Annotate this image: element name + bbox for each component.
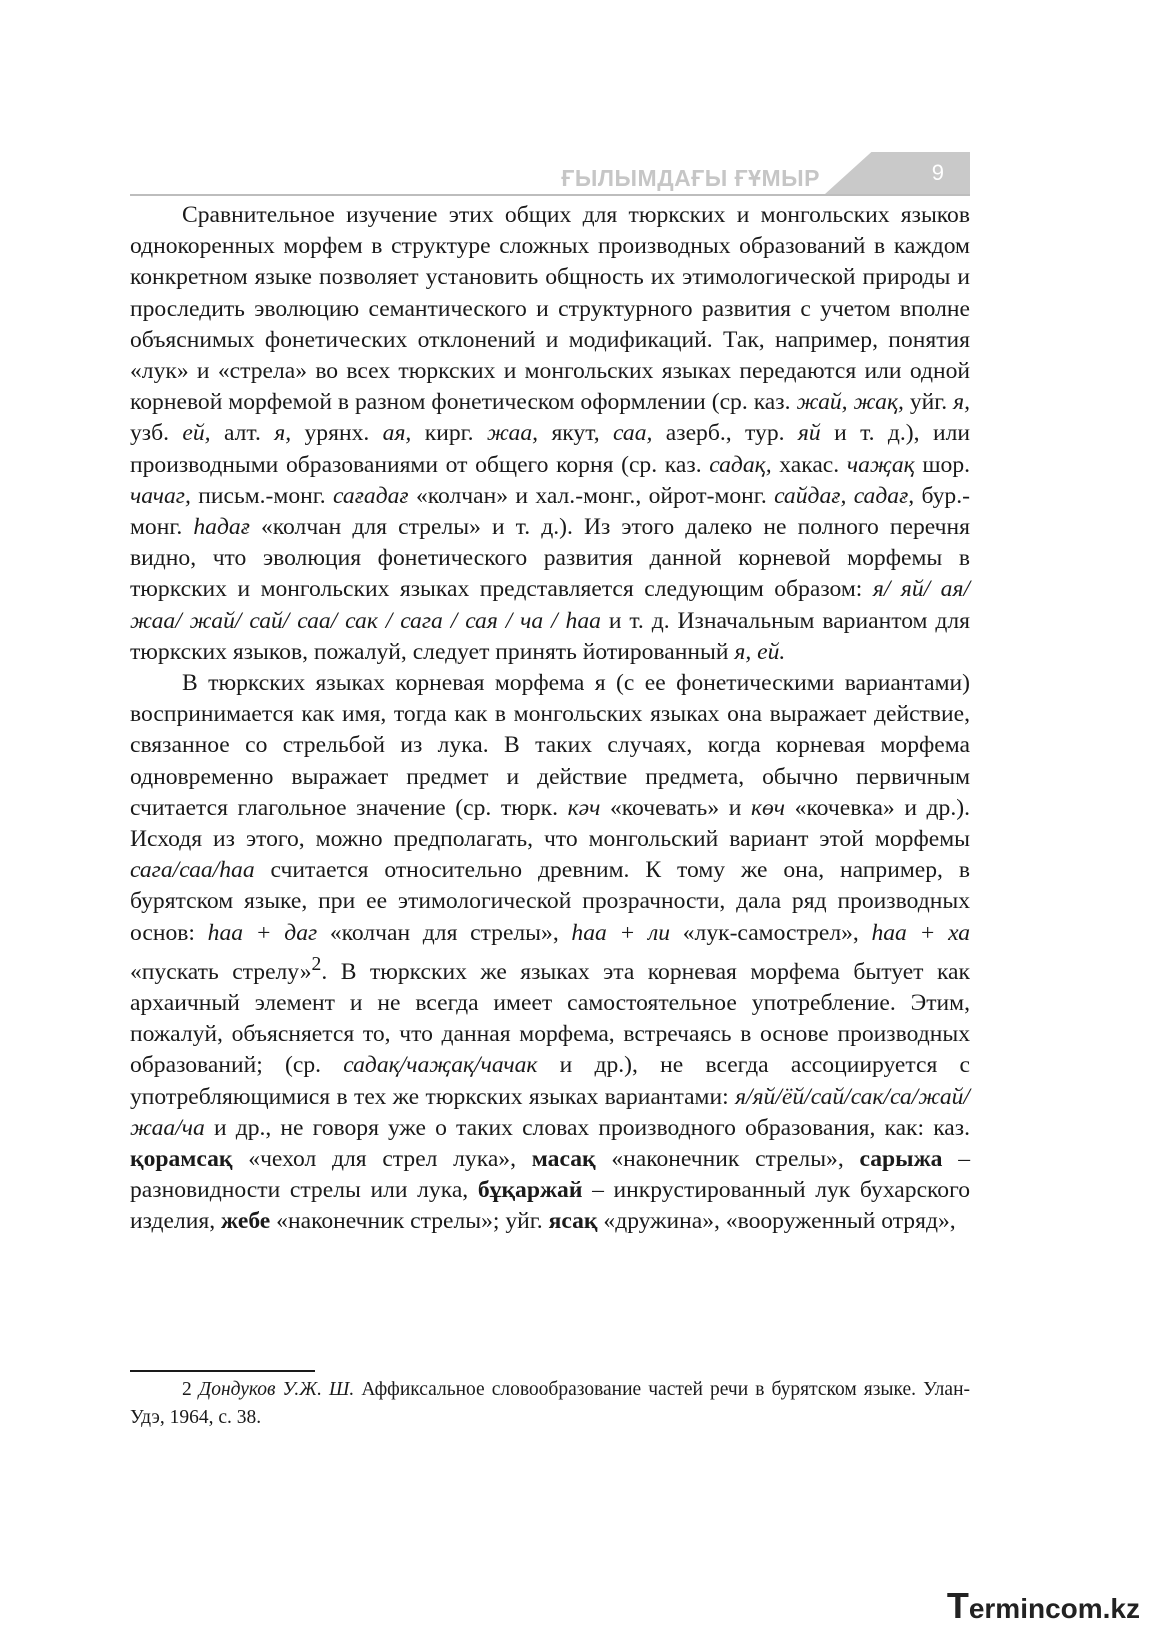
header-rule xyxy=(130,194,970,196)
italic-term: я, ей. xyxy=(734,638,786,665)
italic-term: чачаг, xyxy=(130,482,191,509)
text-run: «кочевка» и др.). Исходя из этого, можно предполагать, что монгольский вариант этой морфемы xyxy=(130,794,970,853)
text-run: – разновидности стрелы или лука, xyxy=(130,1145,971,1204)
text-run: «колчан для стрелы» и т. д.). Из этого далеко не полного перечня видно, что эволюция фонетического развития данной корневой морфемы в тюркских и монгольских языках представляется следующим образом: xyxy=(130,514,970,603)
text-run: Сравнительное изучение этих общих для тюркских и монгольских языков однокоренных морфем в структуре сложных производных образований в каждом конкретном языке позволяет установить общность их этимологической природы и проследить эволюцию семантического и структурного развития с учетом вполне объяснимых фонетических отклонений и модификаций. Так, например, понятия «лук» и «стрела» во всех тюркских и монгольских языках передаются или одной корневой морфемой в разном фонетическом оформлении (ср. каз. xyxy=(130,202,970,416)
italic-term: садақ/чаҗақ/чачак xyxy=(343,1052,538,1079)
footnote-separator xyxy=(130,1370,315,1372)
footnote-text: Аффиксальное словообразование частей речи в бурятском языке. Улан-Удэ, 1964, с. 38. xyxy=(130,1379,971,1428)
text-run: бур.-монг. xyxy=(130,482,970,541)
italic-term: һадағ xyxy=(193,514,250,541)
text-run: азерб., тур. xyxy=(652,420,798,447)
bold-term: қорамсақ xyxy=(130,1145,233,1172)
paragraph xyxy=(130,668,970,1238)
italic-term: сайдағ, садағ, xyxy=(774,482,915,509)
running-header xyxy=(130,148,970,196)
bold-term: сарыжа xyxy=(859,1145,943,1172)
italic-term: саа, xyxy=(613,420,653,447)
page-number: 9 xyxy=(931,160,944,185)
footnote-ref: 2 xyxy=(311,952,322,975)
footnote-number: 2 xyxy=(182,1379,192,1400)
italic-term: садақ, xyxy=(709,451,772,478)
text-run: «лук-самострел», xyxy=(670,919,872,946)
site-watermark xyxy=(947,1585,1140,1627)
text-run: алт. xyxy=(210,420,275,447)
text-run: «наконечник стрелы», xyxy=(595,1145,860,1172)
text-run: «дружина», «вооруженный отряд», xyxy=(597,1208,956,1235)
italic-term: я/ яй/ ая/ жаа/ жай/ сай/ саа/ сак / сага / сая / ча / һаа xyxy=(130,576,970,634)
italic-term: сағадағ xyxy=(333,482,409,509)
page-number-tab xyxy=(825,152,970,194)
watermark-first-letter: T xyxy=(946,1585,969,1626)
body-text xyxy=(130,200,970,1238)
italic-term: жай, жақ, xyxy=(796,389,904,416)
italic-term: кәч xyxy=(567,794,601,821)
text-run: «пускать стрелу» xyxy=(130,958,312,985)
italic-term: һаа + ха xyxy=(871,919,971,946)
text-run: письм.-монг. xyxy=(190,482,334,509)
italic-term: яй xyxy=(797,420,821,447)
italic-term: ая, xyxy=(382,420,412,447)
text-run: В тюркских языках корневая морфема я (с ее фонетическими вариантами) воспринимается как имя, тогда как в монгольских языках она выражает действие, связанное со стрельбой из лука. В таких случаях, когда корневая морфема одновременно выражает предмет и действие предмета, обычно первичным считается глагольное значение (ср. тюрк. xyxy=(130,670,970,821)
italic-term: ей, xyxy=(182,420,211,447)
bold-term: масақ xyxy=(531,1145,596,1172)
italic-term: һаа + даг xyxy=(207,919,318,946)
italic-term: жаа, xyxy=(486,420,539,447)
paragraph xyxy=(130,200,970,668)
text-run: считается относительно древним. К тому же она, например, в бурятском языке, при ее этимологической прозрачности, дала ряд производных основ: xyxy=(130,857,970,946)
footnote-author: Дондуков У.Ж. Ш. xyxy=(198,1379,355,1400)
text-run: и т. д.), или производными образованиями от общего корня (ср. каз. xyxy=(130,420,970,478)
watermark-rest: ermincom.kz xyxy=(968,1593,1140,1624)
italic-term: я, xyxy=(953,389,970,416)
text-run: хакас. xyxy=(771,451,847,478)
text-run: якут, xyxy=(538,420,614,447)
text-run: кирг. xyxy=(411,420,487,447)
text-run: и т. д. Изначальным вариантом для тюркских языков, пожалуй, следует принять йотированный xyxy=(130,607,971,665)
bold-term: жебе xyxy=(221,1208,271,1235)
italic-term: көч xyxy=(750,794,786,821)
text-run: шор. xyxy=(914,451,971,478)
italic-term: һаа + ли xyxy=(571,919,671,946)
italic-term: сага/саа/һаа xyxy=(130,857,255,884)
footnote xyxy=(130,1376,970,1432)
italic-term: я/яй/ёй/сай/сак/са/жай/жаа/ча xyxy=(130,1083,970,1141)
text-run: «чехол для стрел лука», xyxy=(232,1145,532,1172)
text-run: урянх. xyxy=(291,420,383,447)
italic-term: чаҗақ xyxy=(846,451,915,478)
text-run: «наконечник стрелы»; уйг. xyxy=(270,1208,549,1235)
italic-term: я, xyxy=(274,420,292,447)
text-run: узб. xyxy=(130,420,183,447)
text-run: «колчан» и хал.-монг., ойрот-монг. xyxy=(408,482,775,509)
running-header-title: ҒЫЛЫМДАҒЫ ҒҰМЫР xyxy=(561,165,820,191)
text-run: и др., не говоря уже о таких словах производного образования, как: каз. xyxy=(204,1114,970,1141)
text-run: «колчан для стрелы», xyxy=(317,919,572,946)
text-run: – инкрустированный лук бухарского изделия, xyxy=(130,1177,970,1235)
text-run: уйг. xyxy=(903,389,954,416)
bold-term: бұқаржай xyxy=(477,1177,583,1204)
text-run: и др.), не всегда ассоциируется с употребляющимися в тех же тюркских языках вариантами: xyxy=(130,1052,971,1110)
bold-term: ясақ xyxy=(548,1208,598,1235)
text-run: «кочевать» и xyxy=(600,794,751,821)
text-run: . В тюркских же языках эта корневая морфема бытует как архаичный элемент и не всегда имеет самостоятельное употребление. Этим, пожалуй, объясняется то, что данная морфема, встречаясь в основе производных образований; (ср. xyxy=(130,958,970,1079)
